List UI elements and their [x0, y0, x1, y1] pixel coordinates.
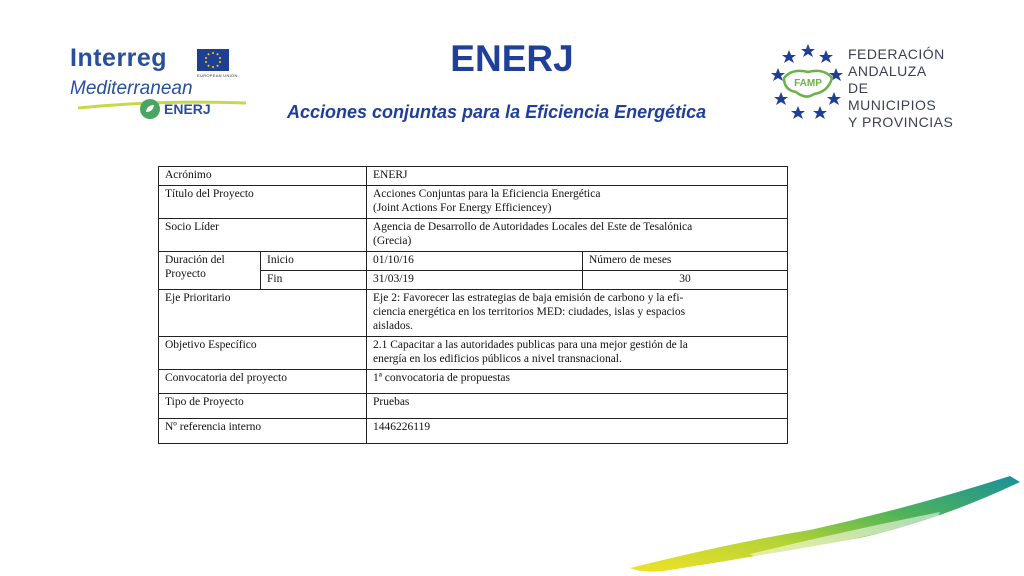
value-eje-line-2: ciencia energética en los territorios MED: ciudades, islas y espacios: [373, 306, 686, 318]
table-row-titulo: [159, 186, 788, 219]
label-duracion-line-1: Duración del: [165, 254, 225, 266]
table-row-convocatoria: [159, 370, 788, 394]
value-acronimo: ENERJ: [367, 167, 788, 186]
famp-line-2: ANDALUZA: [848, 63, 927, 79]
label-acronimo: Acrónimo: [159, 167, 367, 186]
value-titulo: [367, 186, 788, 219]
enerj-leaf-icon: [140, 99, 160, 119]
table-row-objetivo: [159, 337, 788, 370]
table-row-referencia: [159, 419, 788, 444]
famp-line-1: FEDERACIÓN: [848, 46, 945, 62]
label-duracion-line-2: Proyecto: [165, 268, 206, 280]
famp-mark-text: FAMP: [794, 78, 822, 89]
value-titulo-line-2: (Joint Actions For Energy Efficiencey): [373, 202, 552, 214]
label-socio: Socio Líder: [159, 219, 367, 252]
table-row-eje: [159, 290, 788, 337]
label-inicio: Inicio: [261, 252, 367, 271]
value-socio-line-1: Agencia de Desarrollo de Autoridades Locales del Este de Tesalónica: [373, 221, 693, 233]
value-objetivo: [367, 337, 788, 370]
mediterranean-swoosh: [78, 100, 248, 110]
table-row-tipo: [159, 394, 788, 419]
value-numero-meses: 30: [583, 271, 788, 290]
value-objetivo-line-1: 2.1 Capacitar a las autoridades publicas para una mejor gestión de la: [373, 339, 688, 351]
famp-logo: [770, 42, 960, 132]
value-socio-line-2: (Grecia): [373, 235, 412, 247]
page-subtitle: Acciones conjuntas para la Eficiencia Energética: [287, 102, 707, 122]
value-eje: [367, 290, 788, 337]
interreg-wordmark: Interreg: [70, 44, 168, 72]
value-eje-line-3: aislados.: [373, 320, 413, 332]
table-row-acronimo: [159, 167, 788, 186]
label-referencia: Nº referencia interno: [159, 419, 367, 444]
value-titulo-line-1: Acciones Conjuntas para la Eficiencia Energética: [373, 188, 601, 200]
famp-name: [848, 46, 960, 131]
eu-label: EUROPEAN UNION: [197, 73, 238, 78]
label-fin: Fin: [261, 271, 367, 290]
label-tipo: Tipo de Proyecto: [159, 394, 367, 419]
value-eje-line-1: Eje 2: Favorecer las estrategias de baja emisión de carbono y la efi-: [373, 292, 684, 304]
value-referencia: 1446226119: [367, 419, 788, 444]
page-title: ENERJ: [450, 38, 574, 79]
value-inicio: 01/10/16: [367, 252, 583, 271]
project-info-table: [158, 166, 788, 444]
label-numero-meses: Número de meses: [583, 252, 788, 271]
value-fin: 31/03/19: [367, 271, 583, 290]
famp-stars-icon: [770, 42, 846, 122]
value-convocatoria: 1ª convocatoria de propuestas: [367, 370, 788, 394]
famp-line-4: Y PROVINCIAS: [848, 114, 954, 130]
value-objetivo-line-2: energía en los edificios públicos a nivel transnacional.: [373, 353, 622, 365]
value-tipo: Pruebas: [367, 394, 788, 419]
label-duracion: [159, 252, 261, 290]
famp-line-3: DE MUNICIPIOS: [848, 80, 937, 113]
mediterranean-wordmark: Mediterranean: [70, 78, 193, 99]
label-eje: Eje Prioritario: [159, 290, 367, 337]
enerj-logo-text: ENERJ: [164, 101, 211, 117]
table-row-socio: [159, 219, 788, 252]
value-socio: [367, 219, 788, 252]
table-row-duracion-inicio: [159, 252, 788, 271]
decorative-ribbon: [610, 468, 1024, 576]
label-titulo: Título del Proyecto: [159, 186, 367, 219]
label-objetivo: Objetivo Específico: [159, 337, 367, 370]
label-convocatoria: Convocatoria del proyecto: [159, 370, 367, 394]
